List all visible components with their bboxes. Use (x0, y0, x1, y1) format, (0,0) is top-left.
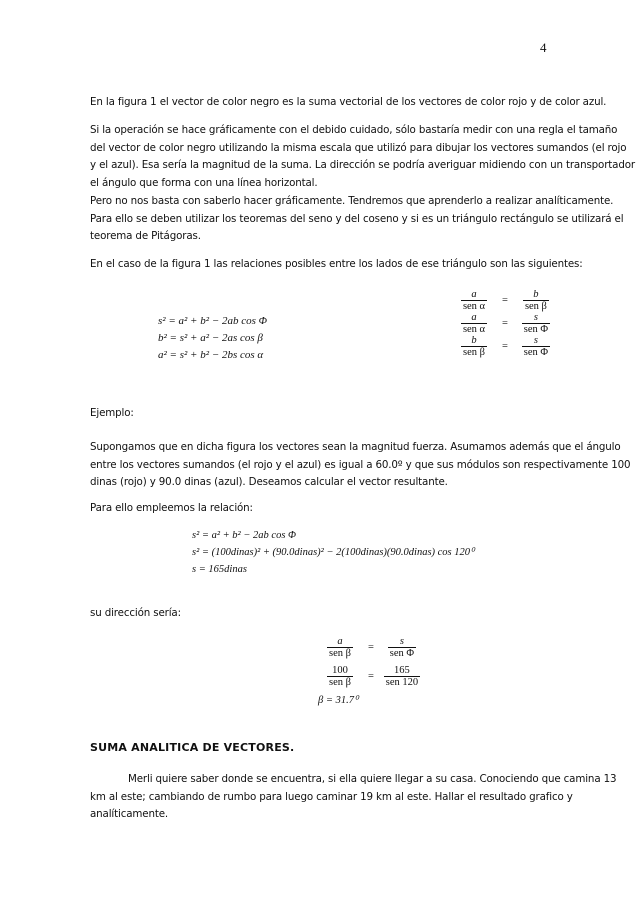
paragraph-example: Supongamos que en dicha figura los vectores sean la magnitud fuerza. Asumamos además que el ángulo entre los vectores sumandos (el rojo y el azul) es igual a 60.0º y que sus módulos son respectivamente 100 dinas (rojo) y 90.0 dinas (azul). Deseamos calcular el vector resultante. (90, 441, 631, 488)
page-number: 4 (540, 40, 547, 55)
frac-numerator: s (399, 636, 404, 647)
frac-denominator: sen Φ (523, 324, 549, 335)
paragraph-intro: En la figura 1 el vector de color negro es la suma vectorial de los vectores de color rojo y de color azul. (90, 96, 607, 108)
frac-numerator: b (471, 335, 477, 346)
frac-numerator: a (471, 312, 477, 323)
cosine-law-a: a² = s² + b² − 2bs cos α (158, 349, 264, 361)
frac-denominator: sen α (462, 301, 486, 312)
paragraph-exercise: Merli quiere saber donde se encuentra, si ella quiere llegar a su casa. Conociendo que camina 13 km al este; cambiando de rumbo para luego caminar 19 km al este. Hallar el resultado grafico y analíticamente. (90, 773, 617, 820)
paragraph-relations: En el caso de la figura 1 las relaciones posibles entre los lados de ese triángulo son las siguientes: (90, 258, 583, 270)
frac-numerator: s (533, 312, 538, 323)
sine-law-row: $\frac{a}{\text{sen α}}$ = $\frac{b}{\text{sen β}}$ (462, 289, 547, 312)
direction-equations (318, 636, 424, 709)
paragraph-example-label: Ejemplo: (90, 407, 134, 419)
frac-denominator: sen 120 (385, 677, 419, 688)
frac-denominator: sen β (463, 347, 485, 358)
frac-numerator: a (471, 289, 477, 300)
paragraph-use-relation: Para ello empleemos la relación: (90, 502, 253, 514)
frac-denominator: sen Φ (389, 648, 415, 659)
section-heading: SUMA ANALITICA DE VECTORES. (90, 741, 295, 754)
example-equations (192, 527, 474, 578)
example-eq-2: s² = (100dinas)² + (90.0dinas)² − 2(100dinas)(90.0dinas) cos 120⁰ (192, 547, 475, 558)
example-eq-3: s = 165dinas (192, 564, 247, 575)
direction-result: β = 31.7⁰ (318, 695, 359, 706)
direction-eq-2: $\frac{100}{\text{sen β}}$ = $\frac{165}{\text{sen 120}}$ (329, 665, 419, 688)
cosine-law-s: s² = a² + b² − 2ab cos Φ (158, 315, 267, 327)
frac-denominator: sen β (329, 677, 351, 688)
frac-numerator: 100 (332, 665, 348, 676)
direction-eq-1: $\frac{a}{\text{sen β}}$ = $\frac{s}{\text{sen Φ}}$ (329, 636, 415, 659)
frac-numerator: s (533, 335, 538, 346)
paragraph-analytic-method: Pero no nos basta con saberlo hacer gráficamente. Tendremos que aprenderlo a realizar analíticamente. Para ello se deben utilizar los teoremas del seno y del coseno y si es un triángulo rectángulo se utilizará el teorema de Pitágoras. (90, 195, 624, 242)
sine-law-row: $\frac{a}{\text{sen α}}$ = $\frac{s}{\text{sen Φ}}$ (462, 312, 549, 335)
frac-denominator: sen Φ (523, 347, 549, 358)
frac-numerator: a (337, 636, 343, 647)
paragraph-graphic-method: Si la operación se hace gráficamente con el debido cuidado, sólo bastaría medir con una regla el tamaño del vector de color negro utilizando la misma escala que utilizó para dibujar los vectores sumandos (el rojo y el azul). Esa sería la magnitud de la suma. La dirección se podría averiguar midiendo con un transportador el ángulo que forma con una línea horizontal. (90, 124, 635, 189)
cosine-law-equations (158, 313, 267, 364)
paragraph-direction: su dirección sería: (90, 607, 181, 619)
example-eq-1: s² = a² + b² − 2ab cos Φ (192, 530, 297, 541)
sine-law-equations (452, 289, 558, 358)
cosine-law-b: b² = s² + a² − 2as cos β (158, 332, 263, 344)
frac-numerator: 165 (394, 665, 410, 676)
frac-denominator: sen β (524, 301, 547, 312)
frac-denominator: sen α (462, 324, 486, 335)
sine-law-row: $\frac{b}{\text{sen β}}$ = $\frac{s}{\text{sen Φ}}$ (463, 335, 549, 358)
frac-denominator: sen β (329, 648, 351, 659)
frac-numerator: b (533, 289, 539, 300)
